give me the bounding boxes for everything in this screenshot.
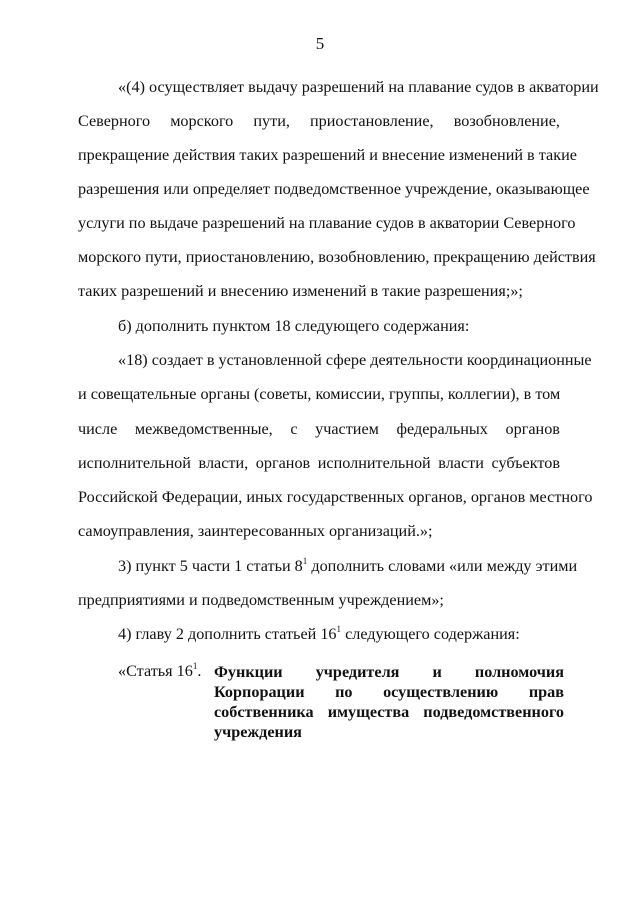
text-fragment: дополнить словами «или между этими (307, 557, 578, 575)
word: участием (315, 420, 379, 438)
word: приостановление, (310, 112, 434, 130)
text-line: и совещательные органы (советы, комиссии, группы, коллегии), в том (78, 385, 561, 403)
text-fragment: 4) главу 2 дополнить статьей 16 (118, 625, 337, 643)
word: межведомственные, (134, 420, 273, 438)
text-line: «(4) осуществляет выдачу разрешений на плавание судов в акватории (118, 78, 599, 96)
article-title: Функции учредителя и полномочия Корпорации по осуществлению прав собственника имущества подведомственного учреждения (214, 663, 564, 741)
text-line (118, 557, 577, 576)
text-line: услуги по выдаче разрешений на плавание судов в акватории Северного (78, 214, 576, 232)
text-line: самоуправления, заинтересованных организаций.»; (78, 522, 433, 540)
word: власти (438, 454, 484, 472)
text-line: разрешения или определяет подведомственное учреждение, оказывающее (78, 180, 590, 198)
text-line: Российской Федерации, иных государственных органов, органов местного (78, 488, 593, 506)
text-fragment: следующего содержания: (341, 625, 520, 643)
text-fragment: 3) пункт 5 части 1 статьи 8 (118, 557, 303, 575)
text-line: предприятиями и подведомственным учреждением»; (78, 591, 444, 609)
word: органов (255, 454, 311, 472)
word: субъектов (491, 454, 560, 472)
word: с (290, 420, 298, 438)
word: власти, (198, 454, 249, 472)
text-line: прекращение действия таких разрешений и внесение изменений в такие (78, 146, 577, 164)
word: числе (78, 420, 118, 438)
article-label (118, 662, 214, 742)
word: Северного (78, 112, 151, 130)
article-heading (118, 662, 564, 742)
page-number: 5 (315, 34, 325, 53)
word: возобновление, (453, 112, 560, 130)
superscript: 1 (336, 624, 342, 634)
word: федеральных (396, 420, 488, 438)
text-line-justified (78, 420, 560, 439)
text-line (118, 625, 520, 644)
text-line: таких разрешений и внесению изменений в такие разрешения;»; (78, 282, 523, 300)
superscript: 1 (192, 661, 198, 671)
word: исполнительной (78, 454, 191, 472)
text-line: морского пути, приостановлению, возобновлению, прекращению действия (78, 248, 596, 266)
text-line-justified (78, 454, 560, 473)
text-fragment: . (197, 662, 202, 680)
text-fragment: «Статья 16 (118, 662, 193, 680)
word: морского (170, 112, 234, 130)
text-line: «18) создает в установленной сфере деятельности координационные (118, 351, 592, 369)
text-line: б) дополнить пунктом 18 следующего содержания: (118, 317, 470, 335)
word: пути, (253, 112, 290, 130)
text-line-justified (78, 112, 560, 131)
superscript: 1 (302, 556, 308, 566)
word: исполнительной (317, 454, 431, 472)
word: органов (505, 420, 560, 438)
